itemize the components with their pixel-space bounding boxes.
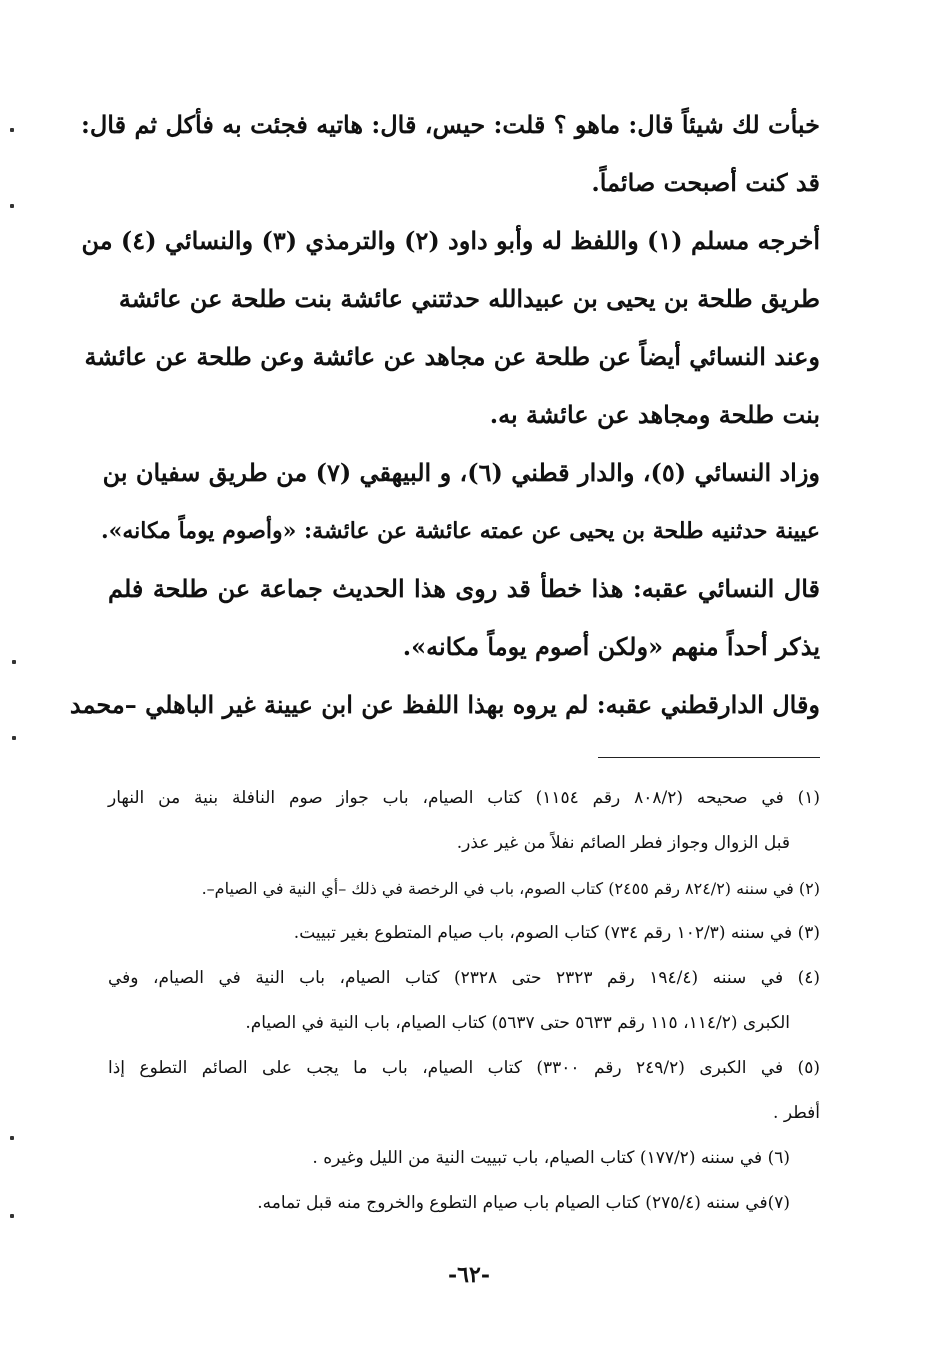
body-line-2: قد كنت أصبحت صائماً. bbox=[591, 168, 820, 197]
footnote-2: (٢) في سننه (٨٢٤/٢ رقم ٢٤٥٥) كتاب الصوم، باب في الرخصة في ذلك –أي النية في الصيام–. bbox=[201, 879, 820, 898]
body-line-9: قال النسائي عقبه: هذا خطأ قد روى هذا الحديث جماعة عن طلحة فلم bbox=[108, 574, 820, 603]
margin-mark bbox=[12, 660, 16, 664]
body-line-3: أخرجه مسلم (١) واللفظ له وأبو داود (٢) والترمذي (٣) والنسائي (٤) من bbox=[81, 226, 820, 255]
main-text bbox=[69, 96, 820, 734]
margin-mark bbox=[12, 736, 16, 740]
body-line-6: بنت طلحة ومجاهد عن عائشة به. bbox=[489, 400, 820, 429]
margin-mark bbox=[10, 128, 14, 132]
footnote-7: (٧)في سننه (٢٧٥/٤) كتاب الصيام باب صيام التطوع والخروج منه قبل تمامه. bbox=[257, 1193, 790, 1213]
footnote-4: (٤) في سننه (١٩٤/٤ رقم ٢٣٢٣ حتى ٢٣٢٨) كتاب الصيام، باب النية في الصيام، وفي bbox=[108, 968, 821, 988]
body-line-7: وزاد النسائي (٥)، والدار قطني (٦)، و البيهقي (٧) من طريق سفيان بن bbox=[102, 458, 820, 487]
footnote-6: (٦) في سننه (١٧٧/٢) كتاب الصيام، باب تبييت النية من الليل وغيره . bbox=[312, 1148, 790, 1168]
margin-mark bbox=[10, 1136, 14, 1140]
footnotes bbox=[108, 776, 820, 1226]
body-line-4: طريق طلحة بن يحيى بن عبيدالله حدثتني عائشة بنت طلحة عن عائشة bbox=[118, 284, 820, 313]
footnote-5: (٥) في الكبرى (٢٤٩/٢ رقم ٣٣٠٠) كتاب الصيام، باب ما يجب على الصائم التطوع إذا bbox=[108, 1058, 820, 1078]
body-line-1: خبأت لك شيئاً قال: ماهو ؟ قلت: حيس، قال: هاتيه فجئت به فأكل ثم قال: bbox=[81, 110, 820, 139]
footnote-5-continuation: أفطر . bbox=[773, 1103, 820, 1123]
body-line-5: وعند النسائي أيضاً عن طلحة عن مجاهد عن عائشة وعن طلحة عن عائشة bbox=[84, 342, 820, 371]
footnote-4-continuation: الكبرى (١١٤/٢، ١١٥ رقم ٥٦٣٣ حتى ٥٦٣٧) كتاب الصيام، باب النية في الصيام. bbox=[245, 1013, 790, 1033]
margin-mark bbox=[10, 204, 14, 208]
body-line-11: وقال الدارقطني عقبه: لم يروه بهذا اللفظ عن ابن عيينة غير الباهلي –محمد bbox=[69, 690, 820, 719]
margin-mark bbox=[10, 1214, 14, 1218]
body-line-10: يذكر أحداً منهم «ولكن أصوم يوماً مكانه». bbox=[402, 632, 820, 661]
footnote-1: (١) في صحيحه (٨٠٨/٢ رقم ١١٥٤) كتاب الصيام، باب جواز صوم النافلة بنية من النهار bbox=[108, 788, 820, 808]
page-number: -٦٢- bbox=[448, 1262, 490, 1288]
footnote-separator bbox=[598, 757, 820, 758]
body-line-8: عيينة حدثنيه طلحة بن يحيى عن عمته عائشة عن عائشة: «وأصوم يوماً مكانه». bbox=[100, 518, 820, 544]
footnote-3: (٣) في سننه (١٠٢/٣ رقم ٧٣٤) كتاب الصوم، باب صيام المتطوع بغير تبييت. bbox=[293, 923, 820, 943]
footnote-1-continuation: قبل الزوال وجواز فطر الصائم نفلاً من غير عذر. bbox=[456, 833, 790, 853]
